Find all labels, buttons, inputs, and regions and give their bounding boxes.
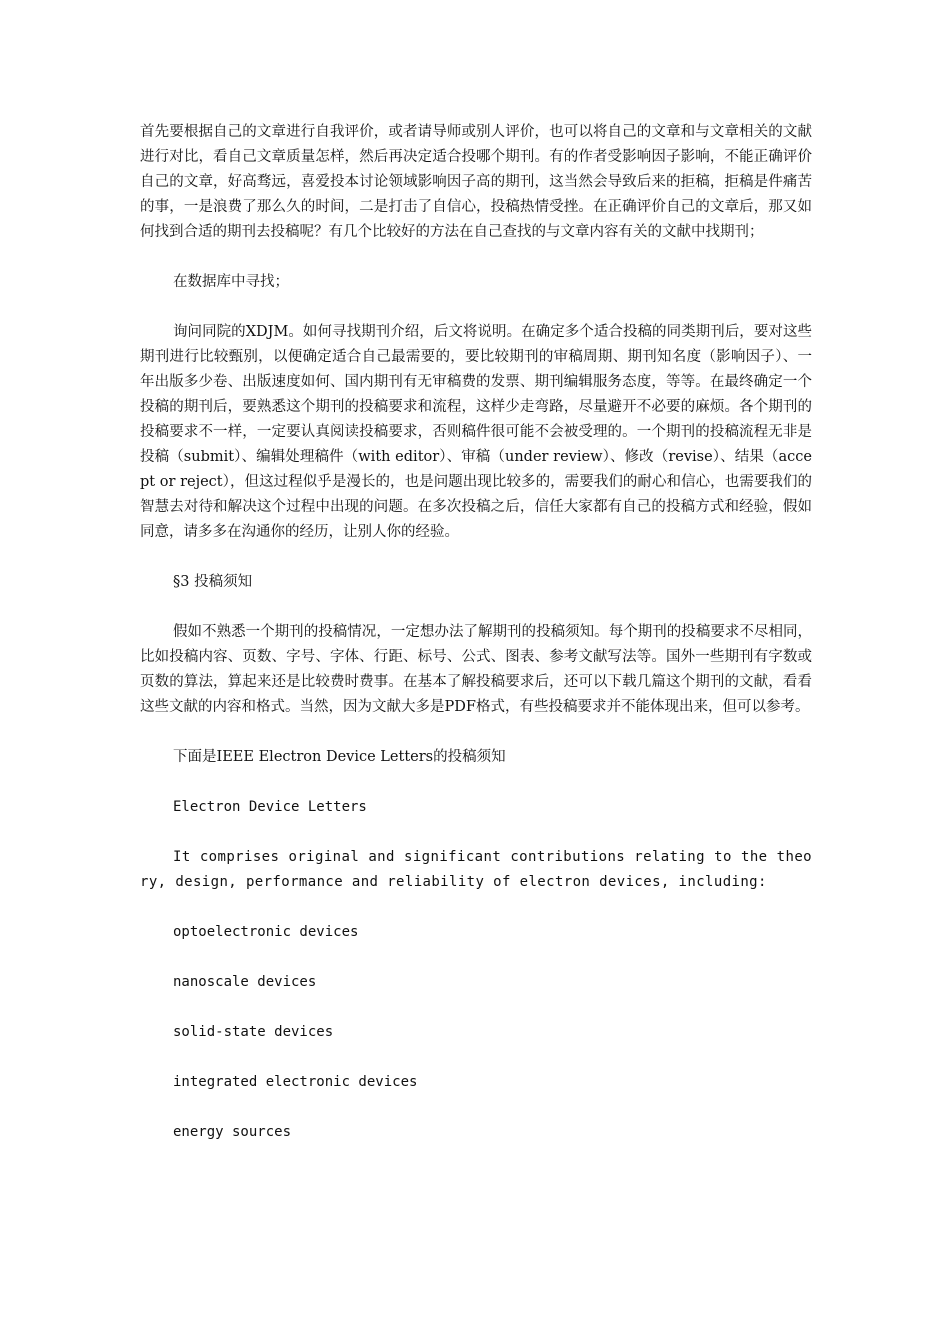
paragraph-self-evaluation: 首先要根据自己的文章进行自我评价，或者请导师或别人评价，也可以将自己的文章和与文章相关的文献进行对比，看自己文章质量怎样，然后再决定适合投哪个期刊。有的作者受影响因子影响，不能正确评价自己的文章，好高骛远，喜爱投本讨论领域影响因子高的期刊，这当然会导致后来的拒稿，拒稿是件痛苦的事，一是浪费了那么久的时间，二是打击了自信心，投稿热情受挫。在正确评价自己的文章后，那又如何找到合适的期刊去投稿呢？有几个比较好的方法在自己查找的与文章内容有关的文献中找期刊； <box>140 124 812 240</box>
section-heading: §3 投稿须知 <box>173 574 253 590</box>
list-item: energy sources <box>173 1124 292 1140</box>
list-item: integrated electronic devices <box>173 1074 418 1090</box>
paragraph-ieee-intro: 下面是IEEE Electron Device Letters的投稿须知 <box>173 749 506 765</box>
paragraph-submission-guide: 假如不熟悉一个期刊的投稿情况，一定想办法了解期刊的投稿须知。每个期刊的投稿要求不尽相同，比如投稿内容、页数、字号、字体、行距、标号、公式、图表、参考文献写法等。国外一些期刊有字数或页数的算法，算起来还是比较费时费事。在基本了解投稿要求后，还可以下载几篇这个期刊的文献，看看这些文献的内容和格式。当然，因为文献大多是PDF格式，有些投稿要求并不能体现出来，但可以参考。 <box>140 624 812 715</box>
paragraph-ask-colleagues: 询问同院的XDJM。如何寻找期刊介绍，后文将说明。在确定多个适合投稿的同类期刊后，要对这些期刊进行比较甄别，以便确定适合自己最需要的，要比较期刊的审稿周期、期刊知名度（影响因子）、一年出版多少卷、出版速度如何、国内期刊有无审稿费的发票、期刊编辑服务态度，等等。在最终确定一个投稿的期刊后，要熟悉这个期刊的投稿要求和流程，这样少走弯路，尽量避开不必要的麻烦。各个期刊的投稿要求不一样，一定要认真阅读投稿要求，否则稿件很可能不会被受理的。一个期刊的投稿流程无非是投稿（submit）、编辑处理稿件（with editor）、审稿（under review）、修改（revise）、结果（accept or reject），但这过程似乎是漫长的，也是问题出现比较多的，需要我们的耐心和信心，也需要我们的智慧去对待和解决这个过程中出现的问题。在多次投稿之后，信任大家都有自己的投稿方式和经验，假如同意，请多多在沟通你的经历，让别人你的经验。 <box>140 324 812 540</box>
list-item: nanoscale devices <box>173 974 317 990</box>
list-item: optoelectronic devices <box>173 924 359 940</box>
list-item: solid-state devices <box>173 1024 334 1040</box>
device-list <box>140 920 812 1145</box>
journal-title: Electron Device Letters <box>173 799 367 815</box>
paragraph-database-search: 在数据库中寻找； <box>173 274 289 290</box>
document-page <box>140 120 812 1170</box>
paragraph-journal-scope: It comprises original and significant contributions relating to the theory, design, performance and reliability of electron devices, including: <box>140 849 812 890</box>
